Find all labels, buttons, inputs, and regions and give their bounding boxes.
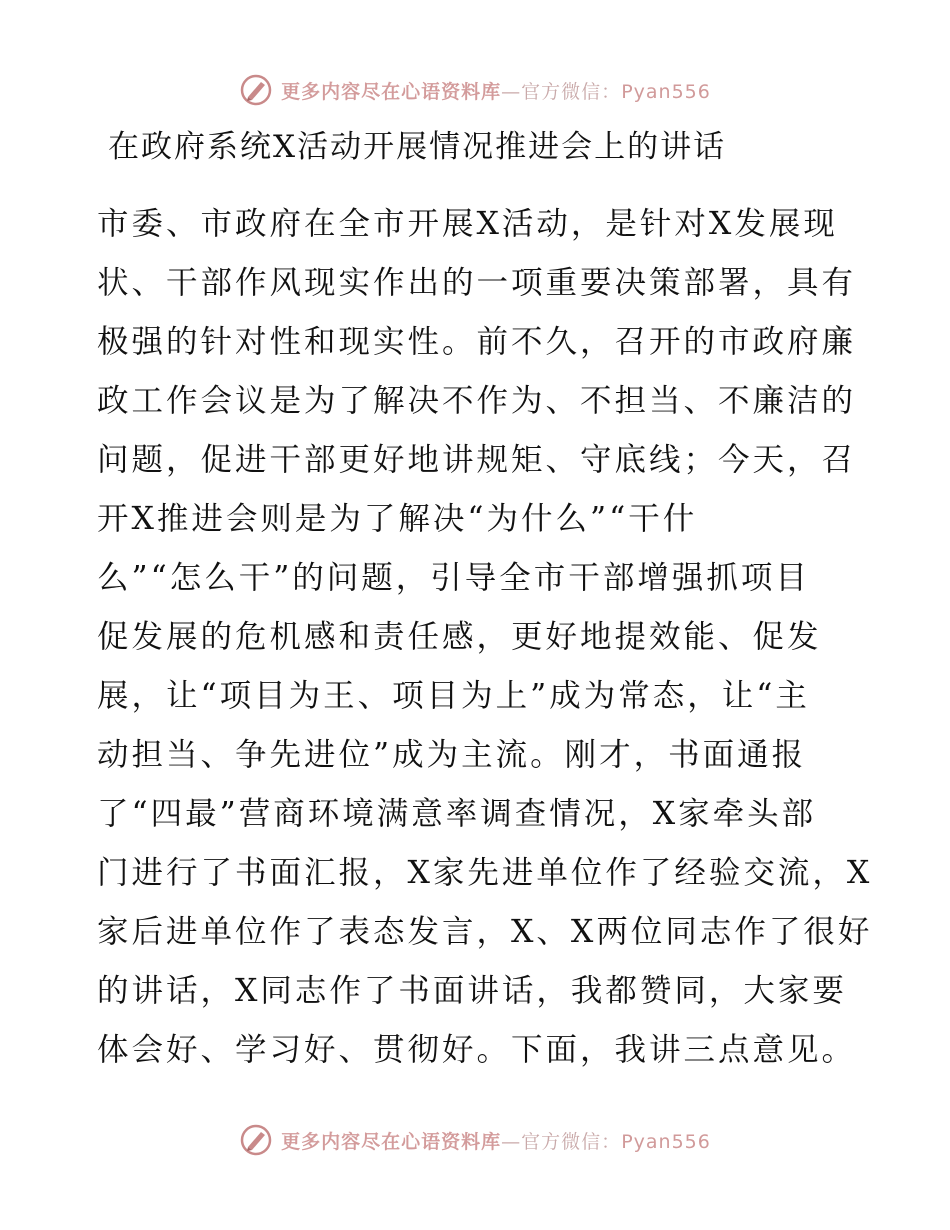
body-line: 体会好、学习好、贯彻好。下面，我讲三点意见。: [97, 1032, 857, 1068]
pen-logo-icon: [239, 1123, 273, 1157]
watermark-wechat-label: 官方微信：: [521, 80, 622, 103]
watermark-text: [281, 77, 711, 104]
pen-logo-icon: [239, 73, 273, 107]
body-line: 极强的针对性和现实性。前不久，召开的市政府廉: [97, 324, 857, 360]
watermark-header: [0, 70, 950, 110]
body-line: 展，让“项目为王、项目为上”成为常态，让“主: [97, 678, 810, 714]
document-body: [97, 195, 877, 1080]
body-line: 动担当、争先进位”成为主流。刚才，书面通报: [97, 737, 807, 773]
document-title: 在政府系统X活动开展情况推进会上的讲话: [108, 129, 727, 165]
watermark-wechat-label: 官方微信：: [521, 1130, 622, 1153]
watermark-brand: 更多内容尽在心语资料库: [281, 1130, 502, 1153]
body-line: 门进行了书面汇报，X家先进单位作了经验交流，X: [97, 855, 873, 891]
body-line: 了“四最”营商环境满意率调查情况，X家牵头部: [97, 796, 817, 832]
watermark-footer: [0, 1120, 950, 1160]
watermark-separator: —: [501, 80, 522, 103]
watermark-wechat-id: Pyan556: [621, 1130, 711, 1153]
watermark-separator: —: [501, 1130, 522, 1153]
body-line: 开X推进会则是为了解决“为什么”“干什: [97, 501, 698, 537]
watermark-brand: 更多内容尽在心语资料库: [281, 80, 502, 103]
body-line: 促发展的危机感和责任感，更好地提效能、促发: [97, 619, 822, 655]
body-line: 家后进单位作了表态发言，X、X两位同志作了很好: [97, 914, 873, 950]
body-line: 的讲话，X同志作了书面讲话，我都赞同，大家要: [97, 973, 847, 1009]
watermark-text: [281, 1127, 711, 1154]
body-line: 么”“怎么干”的问题，引导全市干部增强抓项目: [97, 560, 810, 596]
watermark-wechat-id: Pyan556: [621, 80, 711, 103]
body-line: 状、干部作风现实作出的一项重要决策部署，具有: [97, 265, 857, 301]
body-line: 问题，促进干部更好地讲规矩、守底线；今天，召: [97, 442, 857, 478]
body-line: 市委、市政府在全市开展X活动，是针对X发展现: [97, 206, 838, 242]
body-line: 政工作会议是为了解决不作为、不担当、不廉洁的: [97, 383, 857, 419]
